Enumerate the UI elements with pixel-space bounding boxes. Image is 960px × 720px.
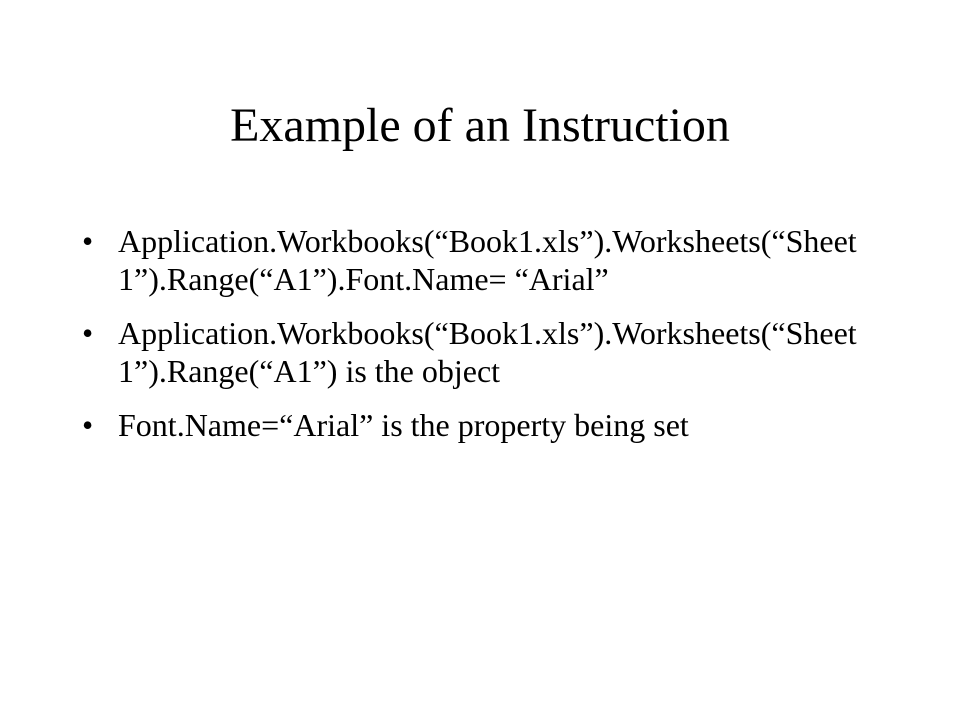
bullet-icon: • <box>82 223 94 259</box>
bullet-text: Application.Workbooks(“Book1.xls”).Worksheets(“Sheet1”).Range(“A1”).Font.Name= “Arial” <box>118 223 857 297</box>
bullet-item <box>82 222 882 298</box>
bullet-list <box>82 222 882 460</box>
slide-title: Example of an Instruction <box>230 99 730 152</box>
bullet-icon: • <box>82 407 94 443</box>
bullet-icon: • <box>82 315 94 351</box>
bullet-text: Font.Name=“Arial” is the property being set <box>118 407 689 443</box>
bullet-item <box>82 406 882 444</box>
bullet-item <box>82 314 882 390</box>
bullet-text: Application.Workbooks(“Book1.xls”).Worksheets(“Sheet1”).Range(“A1”) is the object <box>118 315 857 389</box>
